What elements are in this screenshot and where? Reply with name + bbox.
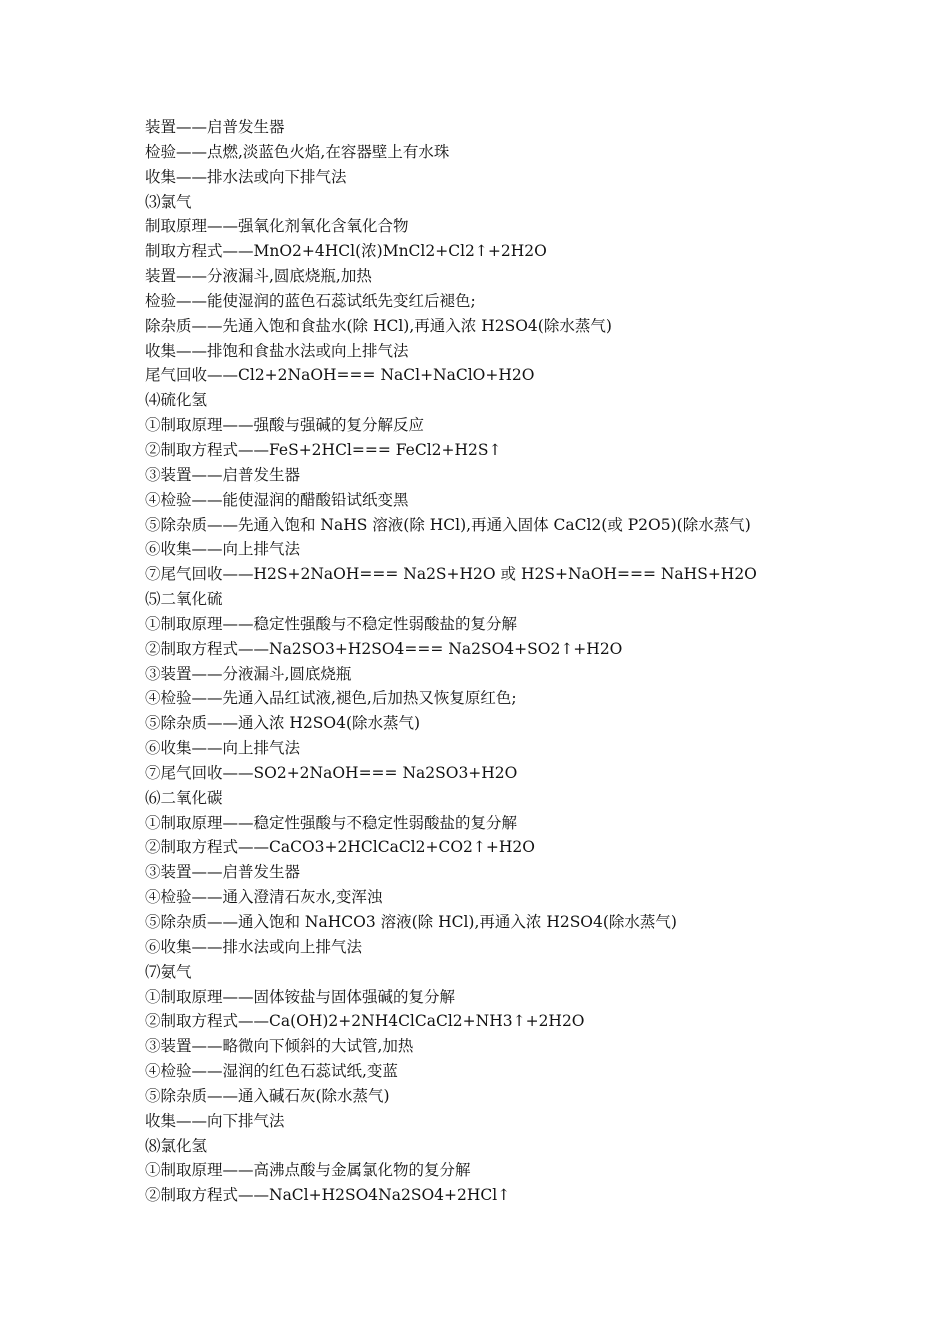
text-line: ⑤除杂质——先通入饱和 NaHS 溶液(除 HCl),再通入固体 CaCl2(或 P2O5)(除水蒸气) xyxy=(145,515,751,534)
text-line: 装置——分液漏斗,圆底烧瓶,加热 xyxy=(145,267,372,286)
text-line: ④检验——湿润的红色石蕊试纸,变蓝 xyxy=(145,1062,398,1081)
text-line: ③装置——略微向下倾斜的大试管,加热 xyxy=(145,1037,414,1056)
text-line: 检验——能使湿润的蓝色石蕊试纸先变红后褪色; xyxy=(145,291,476,310)
text-line: ④检验——先通入品红试液,褪色,后加热又恢复原红色; xyxy=(145,689,517,708)
text-line: ⑤除杂质——通入饱和 NaHCO3 溶液(除 HCl),再通入浓 H2SO4(除水蒸气) xyxy=(145,913,677,931)
text-line: ③装置——启普发生器 xyxy=(145,863,301,882)
text-line: ⑤除杂质——通入浓 H2SO4(除水蒸气) xyxy=(145,714,421,733)
text-line: ③装置——分液漏斗,圆底烧瓶 xyxy=(145,664,352,683)
text-line: ⑹二氧化碳 xyxy=(145,788,223,807)
text-line: ⑺氨气 xyxy=(145,962,192,981)
text-line: ②制取方程式——NaCl+H2SO4Na2SO4+2HCl↑ xyxy=(145,1186,511,1205)
text-line: ④检验——能使湿润的醋酸铅试纸变黑 xyxy=(145,490,409,509)
text-line: ①制取原理——稳定性强酸与不稳定性弱酸盐的复分解 xyxy=(145,614,518,633)
text-line: ②制取方程式——CaCO3+2HClCaCl2+CO2↑+H2O xyxy=(145,838,535,857)
text-line: ⑻氯化氢 xyxy=(145,1136,208,1155)
text-line: ⑷硫化氢 xyxy=(145,391,208,410)
text-line: ②制取方程式——FeS+2HCl=== FeCl2+H2S↑ xyxy=(145,440,502,459)
document-body xyxy=(145,115,905,1208)
text-line: ⑥收集——向上排气法 xyxy=(145,739,301,758)
text-line: ①制取原理——固体铵盐与固体强碱的复分解 xyxy=(145,987,456,1006)
text-line: 收集——排饱和食盐水法或向上排气法 xyxy=(145,341,409,360)
text-line: ⑦尾气回收——SO2+2NaOH=== Na2SO3+H2O xyxy=(145,763,518,782)
text-line: ⑥收集——排水法或向上排气法 xyxy=(145,937,363,956)
text-line: 装置——启普发生器 xyxy=(145,118,285,136)
text-line: 尾气回收——Cl2+2NaOH=== NaCl+NaClO+H2O xyxy=(145,366,535,385)
text-line: ①制取原理——高沸点酸与金属氯化物的复分解 xyxy=(145,1161,471,1180)
text-line: ③装置——启普发生器 xyxy=(145,465,301,484)
text-line: ①制取原理——稳定性强酸与不稳定性弱酸盐的复分解 xyxy=(145,813,518,832)
text-line: ⑥收集——向上排气法 xyxy=(145,540,301,559)
text-line: ⑦尾气回收——H2S+2NaOH=== Na2S+H2O 或 H2S+NaOH=== NaHS+H2O xyxy=(145,565,757,584)
text-line: ⑸二氧化硫 xyxy=(145,590,223,609)
text-line: 制取原理——强氧化剂氧化含氧化合物 xyxy=(145,217,409,236)
text-line: 收集——向下排气法 xyxy=(145,1111,285,1130)
text-line: ⑤除杂质——通入碱石灰(除水蒸气) xyxy=(145,1086,390,1105)
text-line: 收集——排水法或向下排气法 xyxy=(145,167,347,186)
text-line: 除杂质——先通入饱和食盐水(除 HCl),再通入浓 H2SO4(除水蒸气) xyxy=(145,316,612,335)
text-line: ②制取方程式——Ca(OH)2+2NH4ClCaCl2+NH3↑+2H2O xyxy=(145,1012,585,1031)
text-line: ⑶氯气 xyxy=(145,192,192,211)
text-line: 制取方程式——MnO2+4HCl(浓)MnCl2+Cl2↑+2H2O xyxy=(145,242,547,261)
text-line: ①制取原理——强酸与强碱的复分解反应 xyxy=(145,416,425,435)
text-line: 检验——点燃,淡蓝色火焰,在容器壁上有水珠 xyxy=(145,142,450,161)
text-line: ②制取方程式——Na2SO3+H2SO4=== Na2SO4+SO2↑+H2O xyxy=(145,639,623,658)
text-line: ④检验——通入澄清石灰水,变浑浊 xyxy=(145,888,383,907)
